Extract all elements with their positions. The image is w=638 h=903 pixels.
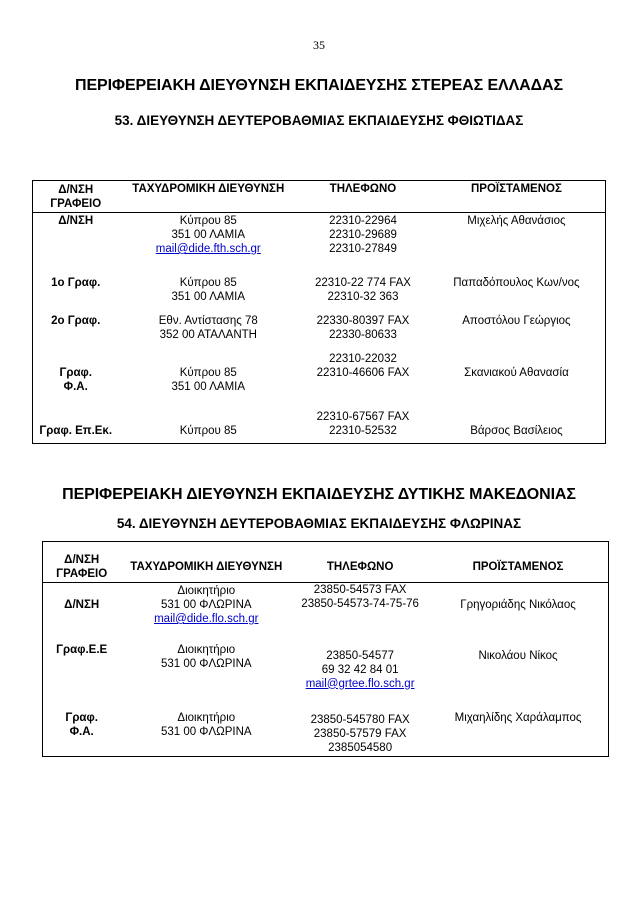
directorate-title-fthiotida: 53. ΔΙΕΥΘΥΝΣΗ ΔΕΥΤΕΡΟΒΑΘΜΙΑΣ ΕΚΠΑΙΔΕΥΣΗΣ ΦΘΙΩΤΙΔΑΣ xyxy=(114,113,524,128)
row-head: Αποστόλου Γεώργιος xyxy=(462,314,571,327)
row-address-line2: 531 00 ΦΛΩΡΙΝΑ xyxy=(160,725,252,738)
table-row xyxy=(43,707,609,757)
header-office-line1: Δ/ΝΣΗ xyxy=(64,554,100,566)
row-phone-line1: 23850-54573 FAX xyxy=(313,584,407,596)
row-address-line1: Κύπρου 85 xyxy=(179,366,237,379)
row-address-line1: Εθν. Αντίστασης 78 xyxy=(158,314,258,327)
row-phone-line2: 23850-57579 FAX xyxy=(313,727,407,740)
header-phone: ΤΗΛΕΦΩΝΟ xyxy=(292,542,428,583)
row-address-line2: 531 00 ΦΛΩΡΙΝΑ xyxy=(160,599,252,611)
row-phone-line2: 23850-54573-74-75-76 xyxy=(301,598,419,610)
page-number: 35 xyxy=(313,38,325,52)
row-office: 2ο Γραφ. xyxy=(51,314,101,327)
row-office-line2: Φ.Α. xyxy=(69,725,94,738)
row-phone-line2: 69 32 42 84 01 xyxy=(321,663,399,676)
row-phone-line2: 22310-46606 FAX xyxy=(316,366,410,379)
header-address: ΤΑΧΥΔΡΟΜΙΚΗ ΔΙΕΥΘΥΝΣΗ xyxy=(118,181,298,213)
row-office-line2: Φ.Α. xyxy=(63,380,88,393)
directory-table-fthiotida xyxy=(32,180,606,444)
email-link[interactable]: mail@grtee.flo.sch.gr xyxy=(305,677,415,690)
row-address-line1: Διοικητήριο xyxy=(177,643,236,656)
region-title-sterea-ellada: ΠΕΡΙΦΕΡΕΙΑΚΗ ΔΙΕΥΘΥΝΣΗ ΕΚΠΑΙΔΕΥΣΗΣ ΣΤΕΡΕΑΣ ΕΛΛΑΔΑΣ xyxy=(74,77,563,94)
row-office-line1: Γραφ. xyxy=(59,366,92,379)
directorate-title-florina: 54. ΔΙΕΥΘΥΝΣΗ ΔΕΥΤΕΡΟΒΑΘΜΙΑΣ ΕΚΠΑΙΔΕΥΣΗΣ ΦΛΩΡΙΝΑΣ xyxy=(116,516,522,531)
table-row xyxy=(33,346,606,402)
header-office-line2: ΓΡΑΦΕΙΟ xyxy=(56,568,108,580)
row-phone-line3: 22310-27849 xyxy=(329,243,397,255)
row-address-line2: 351 00 ΛΑΜΙΑ xyxy=(171,380,246,393)
header-office-line2: ΓΡΑΦΕΙΟ xyxy=(50,198,102,210)
row-phone-line2: 22310-52532 xyxy=(329,424,397,437)
email-link[interactable]: mail@dide.flo.sch.gr xyxy=(154,613,259,625)
table-row xyxy=(33,213,606,270)
row-address-line2: 351 00 ΛΑΜΙΑ xyxy=(171,229,246,241)
row-phone-line1: 22330-80397 FAX xyxy=(316,314,410,327)
row-address-line1: Κύπρου 85 xyxy=(179,424,237,437)
row-head: Γρηγοριάδης Νικόλαος xyxy=(460,599,576,611)
row-head: Μιχελής Αθανάσιος xyxy=(467,215,566,227)
row-head: Νικολάου Νίκος xyxy=(478,649,558,662)
row-office: Δ/ΝΣΗ xyxy=(58,215,94,227)
row-phone-line2: 22310-32 363 xyxy=(327,290,399,303)
row-head: Σκανιακού Αθανασία xyxy=(464,366,569,379)
header-head: ΠΡΟΪΣΤΑΜΕΝΟΣ xyxy=(428,542,608,583)
row-phone-line1: 23850-545780 FAX xyxy=(310,713,410,726)
header-address: ΤΑΧΥΔΡΟΜΙΚΗ ΔΙΕΥΘΥΝΣΗ xyxy=(120,542,292,583)
row-phone-line1: 22310-22 774 FAX xyxy=(315,276,411,289)
row-address-line2: 531 00 ΦΛΩΡΙΝΑ xyxy=(160,657,252,670)
table-row xyxy=(33,270,606,308)
email-link[interactable]: mail@dide.fth.sch.gr xyxy=(155,243,261,255)
table-row xyxy=(43,639,609,707)
row-address-line1: Διοικητήριο xyxy=(177,711,236,724)
header-office-line1: Δ/ΝΣΗ xyxy=(58,184,94,196)
header-phone: ΤΗΛΕΦΩΝΟ xyxy=(298,181,428,213)
row-phone-line3: 2385054580 xyxy=(328,741,393,754)
row-address-line1: Κύπρου 85 xyxy=(179,276,237,289)
row-address-line1: Κύπρου 85 xyxy=(179,215,237,227)
row-office: Γραφ.Ε.Ε xyxy=(56,643,108,656)
row-head: Παπαδόπουλος Κων/νος xyxy=(453,276,580,289)
table-row xyxy=(33,308,606,346)
table-header-row xyxy=(43,542,609,583)
row-office: Γραφ. Επ.Εκ. xyxy=(39,424,113,437)
region-title-dytiki-makedonia: ΠΕΡΙΦΕΡΕΙΑΚΗ ΔΙΕΥΘΥΝΣΗ ΕΚΠΑΙΔΕΥΣΗΣ ΔΥΤΙΚΗΣ ΜΑΚΕΔΟΝΙΑΣ xyxy=(62,486,576,503)
row-address-line2: 351 00 ΛΑΜΙΑ xyxy=(171,290,246,303)
row-phone-line1: 22310-22032 xyxy=(329,352,397,365)
header-head: ΠΡΟΪΣΤΑΜΕΝΟΣ xyxy=(428,181,606,213)
row-office-line1: Γραφ. xyxy=(65,711,98,724)
row-address-line1: Διοικητήριο xyxy=(177,585,236,597)
row-phone-line2: 22330-80633 xyxy=(329,328,397,341)
row-phone-line1: 22310-22964 xyxy=(329,215,397,227)
row-head: Μιχαηλίδης Χαράλαμπος xyxy=(454,711,582,724)
row-phone-line2: 22310-29689 xyxy=(329,229,397,241)
row-phone-line1: 22310-67567 FAX xyxy=(316,410,410,423)
directory-table-florina xyxy=(42,541,609,757)
row-phone-line1: 23850-54577 xyxy=(326,649,395,662)
table-row xyxy=(33,402,606,444)
row-address-line2: 352 00 ΑΤΑΛΑΝΤΗ xyxy=(159,328,257,341)
row-head: Βάρσος Βασίλειος xyxy=(470,424,563,437)
table-row xyxy=(43,583,609,639)
table-header-row xyxy=(33,181,606,213)
row-office: Δ/ΝΣΗ xyxy=(64,599,100,611)
row-office: 1ο Γραφ. xyxy=(51,276,101,289)
